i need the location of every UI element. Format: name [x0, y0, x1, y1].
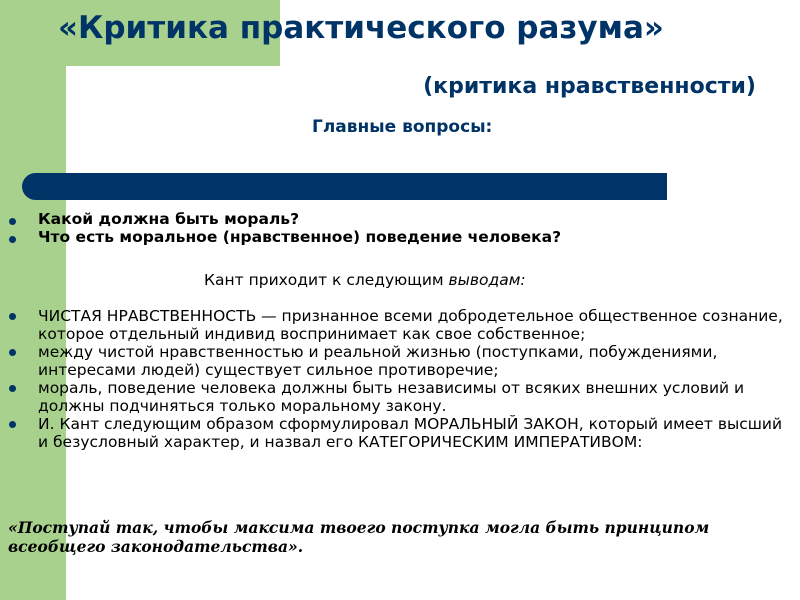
conclusion-item	[6, 307, 786, 343]
question-item	[6, 228, 786, 246]
slide-subtitle: (критика нравственности)	[423, 74, 756, 99]
conclusion-text: ЧИСТАЯ НРАВСТВЕННОСТЬ — признанное всеми добродетельное общественное сознание, которое отдельный индивид воспринимает как свое собственное;	[38, 307, 783, 343]
bullet-icon	[9, 349, 16, 356]
decorative-white-corner	[66, 66, 126, 126]
conclusion-text: между чистой нравственностью и реальной жизнью (поступками, побуждениями, интересами людей) существует сильное противоречие;	[38, 343, 718, 379]
conclusions-list	[6, 307, 786, 451]
conclusion-text: И. Кант следующим образом сформулировал МОРАЛЬНЫЙ ЗАКОН, который имеет высший и безусловный характер, и назвал его КАТЕГОРИЧЕСКИМ ИМПЕРАТИВОМ:	[38, 415, 783, 451]
bullet-icon	[9, 421, 16, 428]
conclusion-item	[6, 343, 786, 379]
questions-list	[6, 210, 786, 246]
kant-intro-text: Кант приходит к следующим	[204, 271, 449, 289]
bullet-icon	[9, 236, 16, 243]
bullet-icon	[9, 385, 16, 392]
categorical-imperative-quote: «Поступай так, чтобы максима твоего поступка могла быть принципом всеобщего законодательства».	[8, 518, 710, 556]
conclusion-item	[6, 415, 786, 451]
bullet-icon	[9, 313, 16, 320]
slide-title: «Критика практического разума»	[58, 10, 664, 46]
bullet-icon	[9, 218, 16, 225]
question-text: Что есть моральное (нравственное) поведение человека?	[38, 228, 562, 246]
conclusion-text: мораль, поведение человека должны быть независимы от всяких внешних условий и должны подчиняться только моральному закону.	[38, 379, 745, 415]
kant-intro-emphasis: выводам:	[448, 271, 526, 289]
question-text: Какой должна быть мораль?	[38, 210, 300, 228]
kant-intro	[204, 271, 526, 289]
questions-header: Главные вопросы:	[312, 117, 493, 137]
conclusion-item	[6, 379, 786, 415]
decorative-blue-bar	[22, 173, 667, 200]
question-item	[6, 210, 786, 228]
decorative-green-band	[0, 0, 66, 600]
